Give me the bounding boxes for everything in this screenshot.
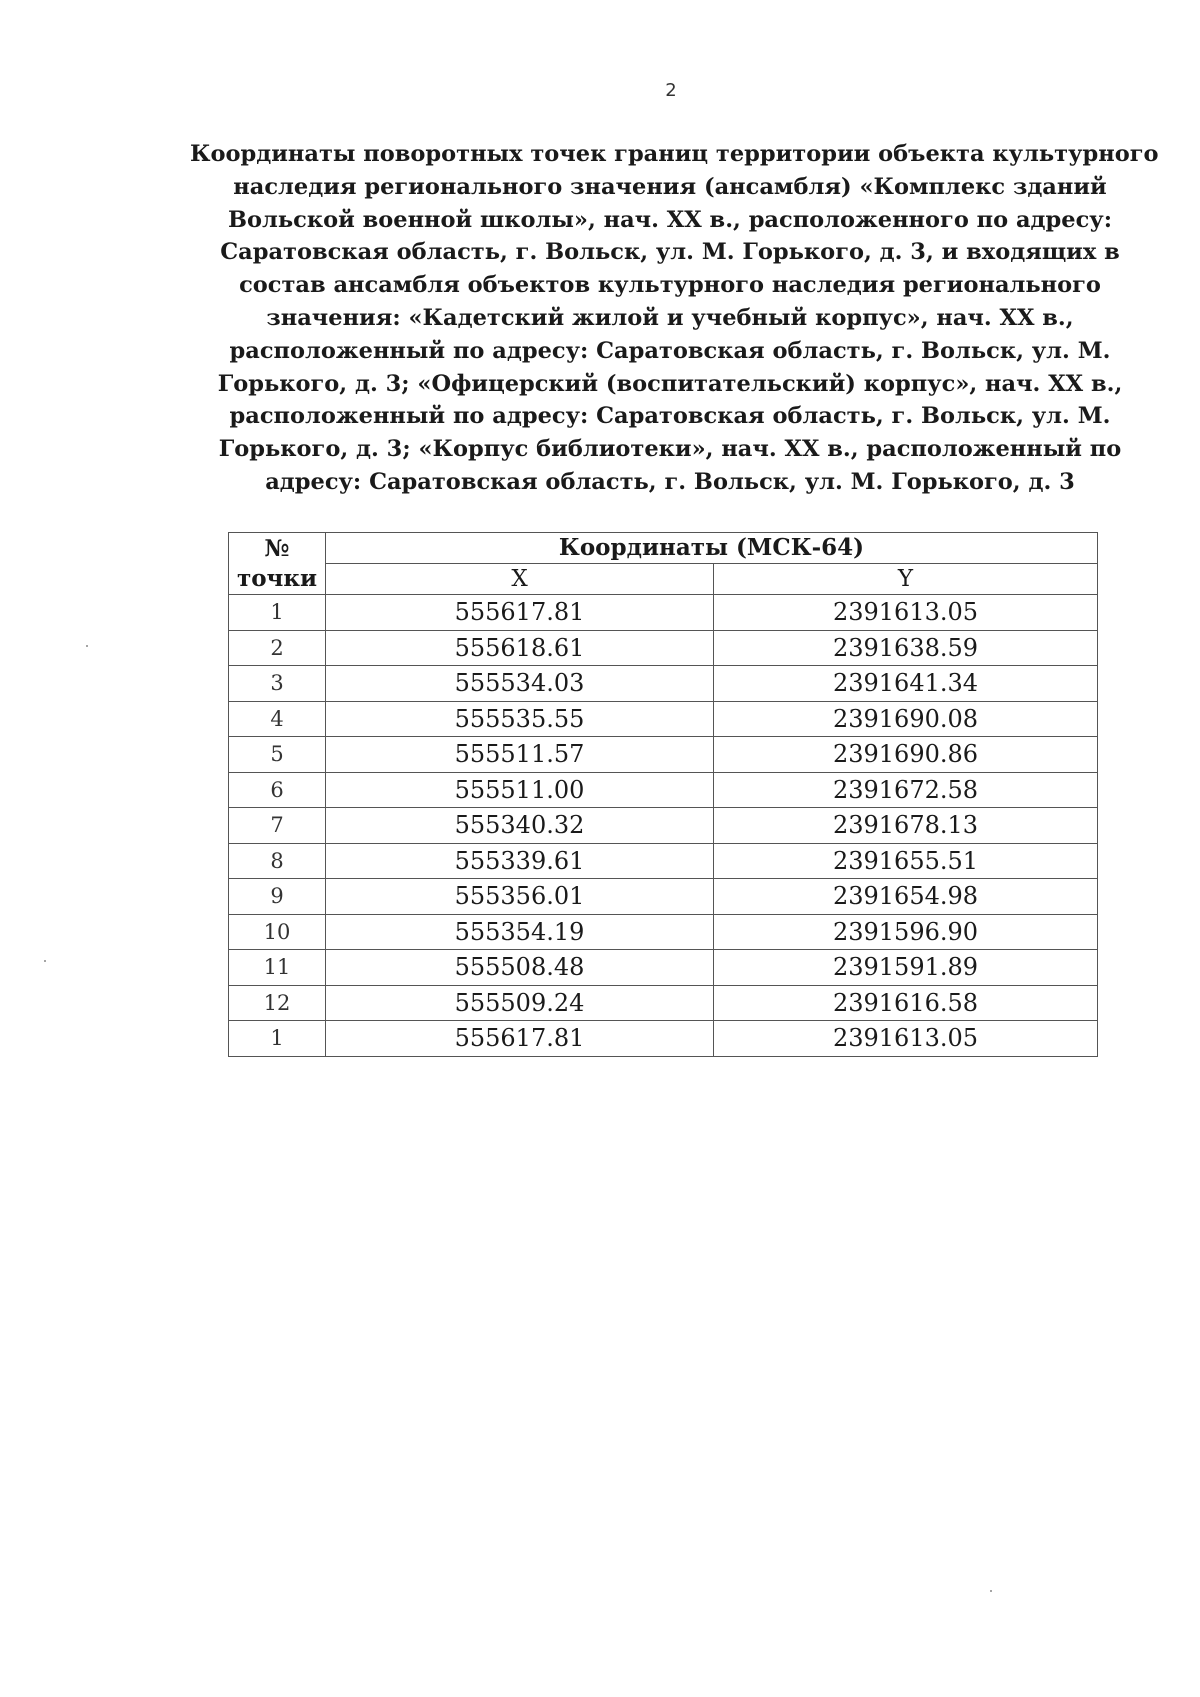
cell-x: 555339.61 [326,843,714,879]
cell-point-number: 3 [229,666,326,702]
cell-y: 2391672.58 [714,772,1098,808]
cell-y: 2391678.13 [714,808,1098,844]
cell-point-number: 7 [229,808,326,844]
cell-point-number: 11 [229,950,326,986]
cell-y: 2391596.90 [714,914,1098,950]
cell-x: 555508.48 [326,950,714,986]
cell-y: 2391690.86 [714,737,1098,773]
table-row [229,701,1098,737]
cell-y: 2391654.98 [714,879,1098,915]
scan-speck [44,960,46,962]
table-row [229,808,1098,844]
table-row [229,737,1098,773]
cell-y: 2391655.51 [714,843,1098,879]
cell-point-number: 10 [229,914,326,950]
header-x: X [326,564,714,595]
cell-x: 555535.55 [326,701,714,737]
table-row [229,666,1098,702]
title-line: Координаты поворотных точек границ территории объекта культурного [190,141,1159,167]
title-line: адресу: Саратовская область, г. Вольск, ул. М. Горького, д. 3 [265,468,1075,495]
cell-y: 2391641.34 [714,666,1098,702]
cell-point-number: 12 [229,985,326,1021]
cell-point-number: 8 [229,843,326,879]
title-line: наследия регионального значения (ансамбля) «Комплекс зданий [233,173,1107,200]
table-subheader-row [229,564,1098,595]
title-line: Вольской военной школы», нач. XX в., расположенного по адресу: [227,206,1112,233]
cell-point-number: 6 [229,772,326,808]
title-line: Горького, д. 3; «Офицерский (воспитательский) корпус», нач. XX в., [217,370,1123,397]
cell-x: 555340.32 [326,808,714,844]
cell-x: 555618.61 [326,630,714,666]
header-point-number: № точки [229,533,326,595]
cell-x: 555354.19 [326,914,714,950]
cell-point-number: 4 [229,701,326,737]
table-row [229,914,1098,950]
cell-x: 555509.24 [326,985,714,1021]
coordinates-table [228,532,1098,1057]
cell-y: 2391690.08 [714,701,1098,737]
cell-point-number: 9 [229,879,326,915]
cell-x: 555511.00 [326,772,714,808]
scan-speck [990,1590,992,1592]
cell-x: 555617.81 [326,1021,714,1057]
cell-point-number: 2 [229,630,326,666]
cell-y: 2391613.05 [714,595,1098,631]
cell-y: 2391616.58 [714,985,1098,1021]
table-row [229,879,1098,915]
cell-x: 555511.57 [326,737,714,773]
cell-x: 555617.81 [326,595,714,631]
cell-x: 555356.01 [326,879,714,915]
title-line: состав ансамбля объектов культурного наследия регионального [239,272,1101,299]
header-y: Y [714,564,1098,595]
table-header-row [229,533,1098,564]
table-row [229,630,1098,666]
table-row [229,985,1098,1021]
title-line: значения: «Кадетский жилой и учебный корпус», нач. XX в., [266,304,1074,331]
title-line: расположенный по адресу: Саратовская область, г. Вольск, ул. М. [229,337,1111,364]
cell-point-number: 5 [229,737,326,773]
table-row [229,1021,1098,1057]
scan-speck [86,645,88,647]
header-coordinates: Координаты (МСК-64) [326,533,1098,564]
cell-y: 2391591.89 [714,950,1098,986]
cell-y: 2391638.59 [714,630,1098,666]
cell-y: 2391613.05 [714,1021,1098,1057]
title-line: расположенный по адресу: Саратовская область, г. Вольск, ул. М. [229,403,1111,430]
table-row [229,843,1098,879]
cell-x: 555534.03 [326,666,714,702]
table-row [229,950,1098,986]
cell-point-number: 1 [229,1021,326,1057]
page-number: 2 [665,80,677,101]
document-title [190,138,1159,499]
cell-point-number: 1 [229,595,326,631]
title-line: Саратовская область, г. Вольск, ул. М. Горького, д. 3, и входящих в [220,239,1120,266]
title-line: Горького, д. 3; «Корпус библиотеки», нач. XX в., расположенный по [218,436,1122,463]
table-row [229,595,1098,631]
table-body [229,595,1098,1057]
table-row [229,772,1098,808]
